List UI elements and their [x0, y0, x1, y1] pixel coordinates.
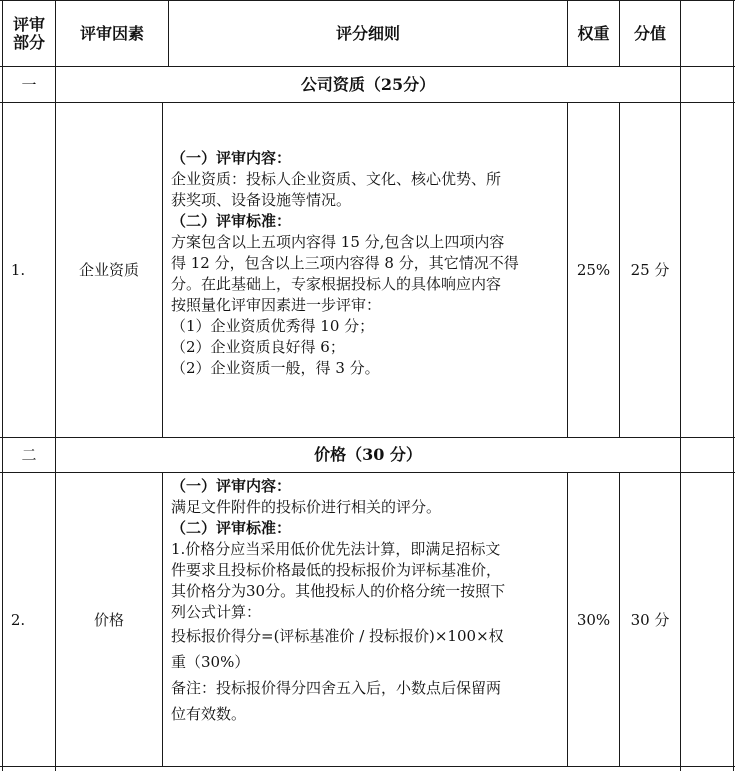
table-border	[680, 0, 681, 771]
rules-line: 分。在此基础上，专家根据投标人的具体响应内容	[171, 275, 502, 293]
rules-line: 件要求且投标价格最低的投标报价为评标基准价，	[171, 561, 502, 579]
table-border	[162, 472, 163, 766]
rules-line: 企业资质：投标人企业资质、文化、核心优势、所	[171, 170, 502, 188]
rules-line: 按照量化评审因素进一步评审：	[171, 296, 382, 314]
rules-line: 获奖项、设备设施等情况。	[171, 191, 352, 209]
item-factor: 企业资质	[78, 261, 139, 279]
rules-line: 满足文件附件的投标价进行相关的评分。	[171, 498, 442, 516]
header-part-line2: 部分	[12, 32, 45, 52]
rules-line: 位有效数。	[171, 705, 247, 723]
item-factor: 价格	[93, 610, 124, 629]
rules-line: （一）评审内容：	[171, 477, 292, 495]
item-rules-text	[171, 148, 519, 379]
section-number: 一	[21, 75, 37, 94]
rules-line: 投标报价得分=(评标基准价 / 投标报价)×100×权	[171, 627, 504, 645]
rules-line: （二）评审标准：	[171, 519, 292, 537]
rules-line: 1.价格分应当采用低价优先法计算，即满足招标文	[171, 540, 501, 558]
rules-line: （1）企业资质优秀得 10 分；	[171, 317, 375, 335]
section-number: 二	[21, 446, 37, 464]
rules-line: 重（30%）	[171, 653, 250, 671]
rules-line: 得 12 分，包含以上三项内容得 8 分，其它情况不得	[171, 254, 519, 272]
header-rules: 评分细则	[335, 23, 400, 43]
item-rules-text	[171, 476, 505, 727]
rules-line: （一）评审内容：	[171, 149, 292, 167]
item-score: 30 分	[630, 610, 670, 629]
rules-line: （2）企业资质良好得 6；	[171, 338, 345, 356]
rules-line: 方案包含以上五项内容得 15 分,包含以上四项内容	[171, 233, 505, 251]
header-part	[3, 1, 55, 66]
table-border	[0, 766, 735, 767]
section-title: 价格（30 分）	[314, 445, 422, 464]
header-score: 分值	[633, 23, 666, 43]
item-number: 2.	[10, 610, 26, 629]
rules-line: （2）企业资质一般，得 3 分。	[171, 359, 380, 377]
rules-line: （二）评审标准：	[171, 212, 292, 230]
item-number: 1.	[10, 261, 26, 279]
header-part-line1: 评审	[12, 14, 45, 34]
section-title: 公司资质（25分）	[300, 74, 436, 94]
table-border	[733, 0, 734, 771]
item-weight: 30%	[576, 610, 611, 629]
rules-line: 其价格分为30分。其他投标人的价格分统一按照下	[171, 582, 506, 600]
rules-line: 列公式计算：	[171, 603, 262, 621]
rules-line: 备注：投标报价得分四舍五入后，小数点后保留两	[171, 679, 502, 697]
item-weight: 25%	[576, 261, 611, 279]
table-border	[162, 102, 163, 437]
header-weight: 权重	[577, 23, 610, 43]
item-score: 25 分	[630, 261, 670, 279]
header-factor: 评审因素	[79, 23, 144, 43]
